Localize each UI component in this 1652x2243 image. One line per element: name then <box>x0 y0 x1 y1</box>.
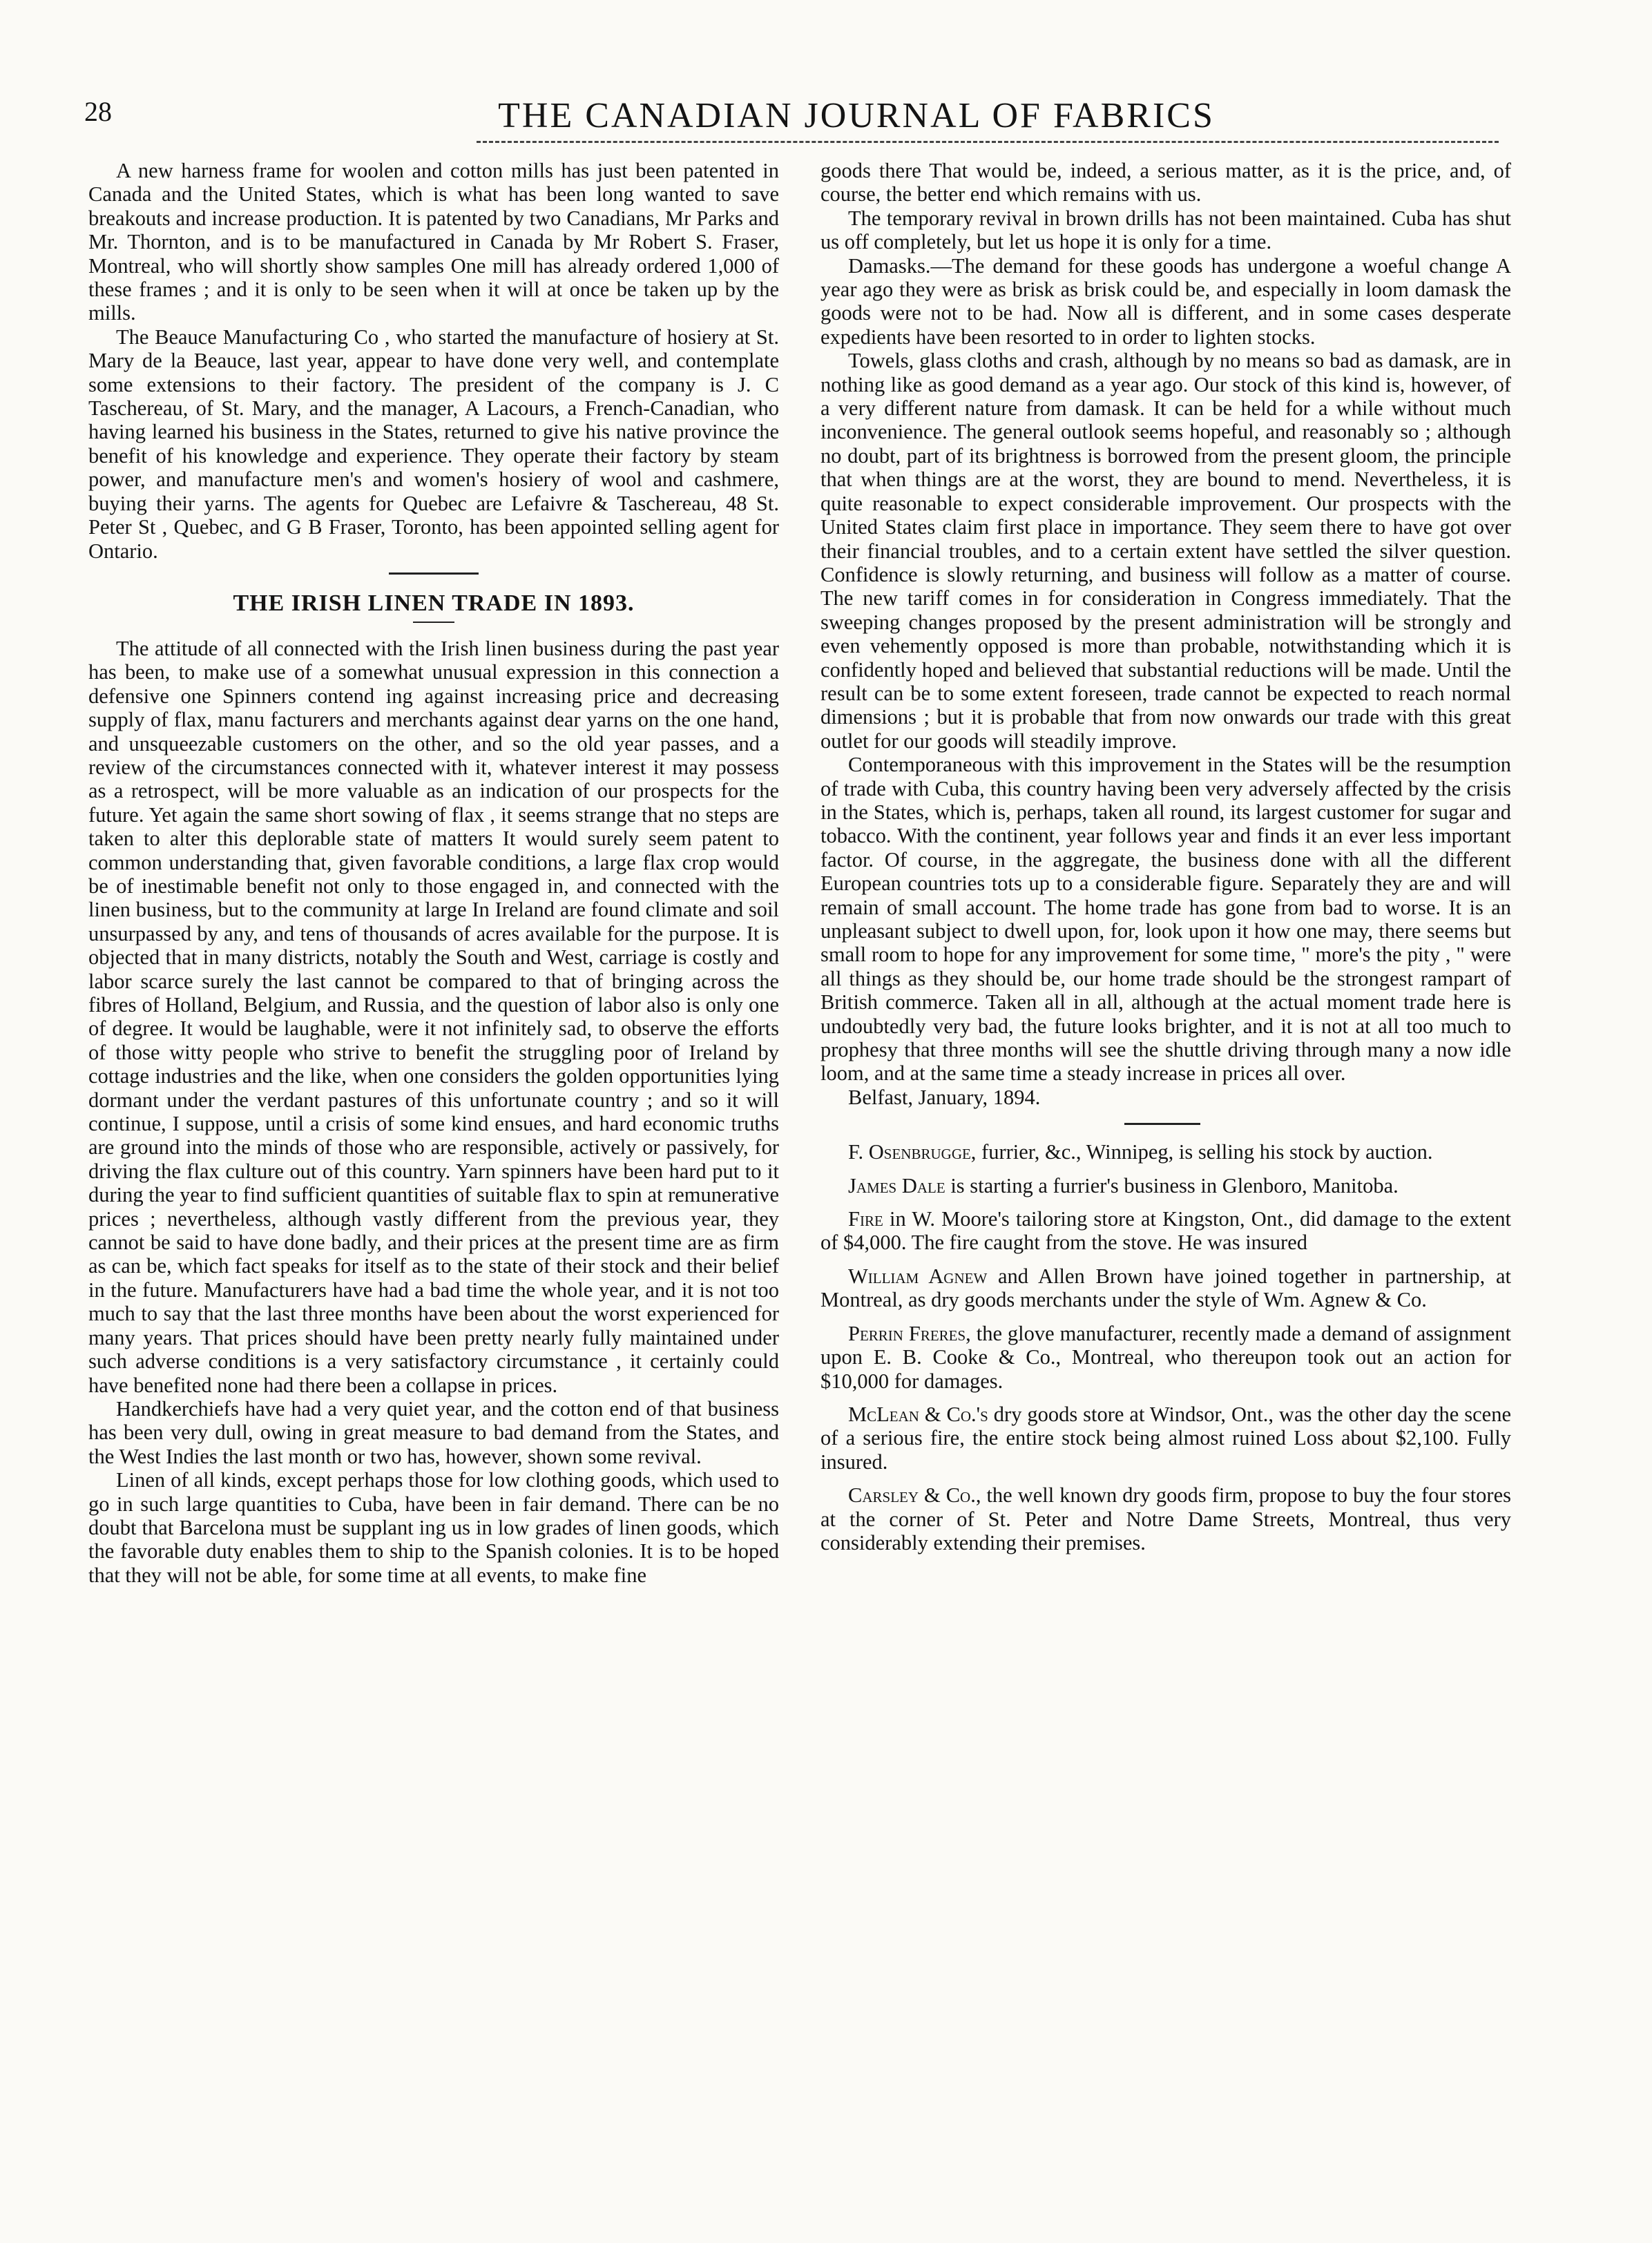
news-item-text: is starting a furrier's business in Glenboro, Manitoba. <box>950 1173 1399 1197</box>
paragraph-towels: Towels, glass cloths and crash, although by no means so bad as damask, are in nothing like as good demand as a year ago. Our stock of this kind is, however, of a very different nature from damask. It can be held for a while without much inconvenience. The general outlook seems hopeful, and reasonably so ; although no doubt, part of its brightness is borrowed from the present gloom, the principle that when things are at the worst, they are bound to mend. Nevertheless, it is quite reasonable to expect considerable improvement. Our prospects with the United States claim first place in importance. They seem there to have got over their financial troubles, and to a certain extent have settled the silver question. Confidence is slowly returning, and business will follow as a matter of course. The new tariff comes in for consideration in Congress immediately. That the sweeping changes proposed by the present administration will be strongly and even vehemently opposed is more than probable, notwithstanding which it is confidently hoped and believed that substantial reductions will be made. Until the result can be to some extent foreseen, trade cannot be expected to reach normal dimensions ; but it is probable that from now onwards our trade with this great outlet for our goods will steadily improve. <box>820 349 1511 753</box>
news-item <box>820 1140 1511 1164</box>
article-signature: Belfast, January, 1894. <box>848 1085 1041 1109</box>
page-number: 28 <box>84 96 112 127</box>
header-rule <box>477 141 1499 143</box>
news-item-text: dry goods store at Windsor, Ont., was the other day the scene of a serious fire, the entire stock being almost ruined Loss about $2,100. Fully insured. <box>820 1402 1512 1474</box>
news-item <box>820 1483 1511 1554</box>
section-divider <box>389 572 479 575</box>
news-item-lead: James Dale <box>848 1173 945 1197</box>
news-item-lead: Carsley & Co., <box>848 1483 981 1508</box>
news-item-text: in W. Moore's tailoring store at Kingston, Ont., did damage to the extent of $4,000. The fire caught from the stove. He was insured <box>820 1207 1512 1255</box>
paragraph-brown-drills: The temporary revival in brown drills has not been maintained. Cuba has shut us off completely, but let us hope it is only for a time. <box>820 206 1511 254</box>
news-item-lead: William Agnew <box>848 1264 988 1288</box>
paragraph-linen-kinds: Linen of all kinds, except perhaps those for low clothing goods, which used to go in such large quantities to Cuba, have been in fair demand. There can be no doubt that Barcelona must be supplant ing us in low grades of linen goods, which the favorable duty enables them to ship to the Spanish colonies. It is to be hoped that they will not be able, for some time at all events, to make fine <box>88 1468 779 1587</box>
news-item <box>820 1207 1511 1255</box>
section-title: THE IRISH LINEN TRADE IN 1893. <box>233 590 635 616</box>
news-item-lead: F. Osenbrugge, <box>848 1140 977 1164</box>
paragraph-contemporaneous: Contemporaneous with this improvement in the States will be the resumption of trade with Cuba, this country having been very adversely affected by the crisis in the States, which is, perhaps, taken all round, its largest customer for sugar and tobacco. With the continent, year follows year and finds it an ever less important factor. Of course, in the aggregate, the business done with all the different European countries tots up to a considerable figure. Separately they are and will remain of small account. The home trade has gone from bad to worse. It is an unpleasant subject to dwell upon, for, look upon it how one may, there seems but small room to hope for any improvement for some time, " more's the pity , " were all things as they should be, our home trade should be the strongest rampart of British commerce. Taken all in all, although at the actual moment trade here is undoubtedly very bad, the future looks brighter, and it is not at all too much to prophesy that three months will see the shuttle driving through many a now idle loom, and at the same time a steady increase in prices all over. <box>820 753 1511 1086</box>
news-item <box>820 1264 1511 1312</box>
left-column <box>88 159 779 1587</box>
paragraph-linen-attitude: The attitude of all connected with the Irish linen business during the past year has been, to make use of a somewhat unusual expression in this connection a defensive one Spinners contend ing against increasing price and decreasing supply of flax, manu facturers and merchants against dear yarns on the one hand, and unsqueezable customers on the other, and so the old year passes, and a review of the circumstances connected with it, whatever interest it may possess as a retrospect, will be more valuable as an indication of our prospects for the future. Yet again the same short sowing of flax , it seems strange that no steps are taken to alter this deplorable state of matters It would surely seem patent to common understanding that, given favorable conditions, a large flax crop would be of inestimable benefit not only to those engaged in, and connected with the linen business, but to the community at large In Ireland are found climate and soil unsurpassed by any, and tens of thousands of acres available for the purpose. It is objected that in many districts, notably the South and West, carriage is costly and labor scarce surely the last cannot be compared to that of bringing across the fibres of Holland, Belgium, and Russia, and the question of labor also is only one of degree. It would be laughable, were it not infinitely sad, to observe the efforts of those witty people who strive to benefit the struggling poor of Ireland by cottage industries and the like, when one considers the golden opportunities lying dormant under the verdant pastures of this unfortunate country ; and so it will continue, I suppose, until a crisis of some kind ensues, and hard economic truths are ground into the minds of those who are responsible, actively or passively, for driving the flax culture out of this country. Yarn spinners have been hard put to it during the year to find sufficient quantities of suitable flax to spin at remunerative prices ; nevertheless, although vastly different from the previous year, they cannot be said to have done badly, and their prices at the present time are as firm as can be, which fact speaks for itself as to the state of their stock and their belief in the future. Manufacturers have had a bad time the whole year, and it is not too much to say that the last three months have been about the worst experienced for many years. That prices should have been pretty nearly fully maintained under such adverse conditions is a very satisfactory circumstance , it certainly could have benefited none had there been a collapse in prices. <box>88 636 779 1397</box>
news-item-text: and Allen Brown have joined together in partnership, at Montreal, as dry goods merchants under the style of Wm. Agnew & Co. <box>820 1264 1512 1312</box>
news-item-lead: Perrin Freres, <box>848 1321 971 1345</box>
news-item-text: furrier, &c., Winnipeg, is selling his stock by auction. <box>981 1140 1433 1164</box>
paragraph-continued: goods there That would be, indeed, a serious matter, as it is the price, and, of course, the better end which remains with us. <box>820 159 1511 206</box>
news-item-lead: McLean & Co.'s <box>848 1402 988 1426</box>
paragraph-damasks: Damasks.—The demand for these goods has undergone a woeful change A year ago they were as brisk as brisk could be, and especially in loom damask the goods were not to be had. Now all is different, and in some cases desperate expedients have been resorted to in order to lighten stocks. <box>820 253 1511 349</box>
paragraph-handkerchiefs: Handkerchiefs have had a very quiet year, and the cotton end of that business has been very dull, owing in great measure to bad demand from the States, and the West Indies the last month or two has, however, shown some revival. <box>88 1396 779 1468</box>
right-column <box>820 159 1511 1554</box>
title-underline <box>413 622 454 623</box>
news-item <box>820 1322 1511 1393</box>
article-end-rule <box>1124 1123 1200 1125</box>
news-item-text: the well known dry goods firm, propose to buy the four stores at the corner of St. Peter and Notre Dame Streets, Montreal, thus very considerably extending their premises. <box>820 1483 1511 1554</box>
news-item <box>820 1174 1511 1197</box>
paragraph-beauce-manufacturing: The Beauce Manufacturing Co , who started the manufacture of hosiery at St. Mary de la Beauce, last year, appear to have done very well, and contemplate some extensions to their factory. The president of the company is J. C Taschereau, of St. Mary, and the manager, A Lacours, a French-Canadian, who having learned his business in the States, returned to give his native province the benefit of his knowledge and experience. They operate their factory by steam power, and manufacture men's and women's hosiery of wool and cashmere, buying their yarns. The agents for Quebec are Lefaivre & Taschereau, 48 St. Peter St , Quebec, and G B Fraser, Toronto, has been appointed selling agent for Ontario. <box>88 325 779 563</box>
news-item-text: the glove manufacturer, recently made a demand of assignment upon E. B. Cooke & Co., Montreal, who thereupon took out an action for $10,000 for damages. <box>820 1321 1511 1393</box>
news-item-lead: Fire <box>848 1207 883 1231</box>
news-item <box>820 1403 1511 1474</box>
paragraph-harness-frame: A new harness frame for woolen and cotton mills has just been patented in Canada and the United States, which is what has been long wanted to save breakouts and increase production. It is patented by two Canadians, Mr Parks and Mr. Thornton, and is to be manufactured in Canada by Mr Robert S. Fraser, Montreal, who will shortly show samples One mill has already ordered 1,000 of these frames ; and it is only to be seen when it will at once be taken up by the mills. <box>88 159 779 325</box>
journal-title: THE CANADIAN JOURNAL OF FABRICS <box>498 96 1215 135</box>
